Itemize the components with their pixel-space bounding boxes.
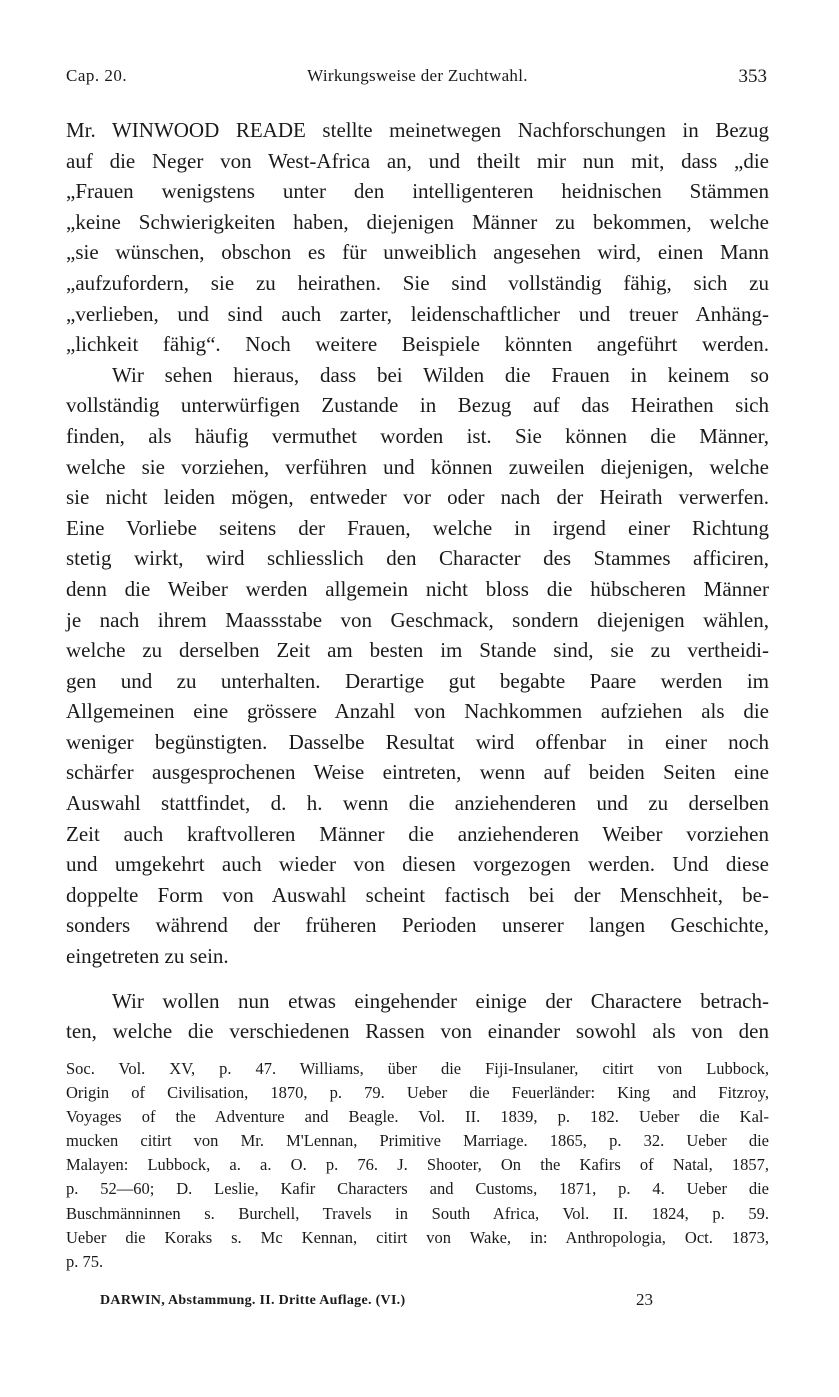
text-line: „Frauen wenigstens unter den intelligenteren heidnischen Stämmen (66, 179, 769, 204)
text-line: Zeit auch kraftvolleren Männer die anziehenderen Weiber vorziehen (66, 821, 769, 846)
text-line: „verlieben, und sind auch zarter, leidenschaftlicher und treuer Anhäng- (66, 301, 769, 326)
text-line: welche sie vorziehen, verführen und können zuweilen diejenigen, welche (66, 454, 769, 479)
text-line: schärfer ausgesprochenen Weise eintreten, wenn auf beiden Seiten eine (66, 760, 769, 785)
text-line: je nach ihrem Maassstabe von Geschmack, sondern diejenigen wählen, (66, 607, 769, 632)
text-line: vollständig unterwürfigen Zustande in Bezug auf das Heirathen sich (66, 393, 769, 418)
text-line: und umgekehrt auch wieder von diesen vorgezogen werden. Und diese (66, 852, 769, 877)
text-line: doppelte Form von Auswahl scheint factisch bei der Menschheit, be- (66, 882, 769, 907)
paragraph (66, 115, 769, 360)
paragraph (66, 360, 769, 972)
text-line: ten, welche die verschiedenen Rassen von einander sowohl als von den (66, 1019, 769, 1044)
text-line: Mr. WINWOOD READE stellte meinetwegen Nachforschungen in Bezug (66, 118, 769, 142)
text-line: welche zu derselben Zeit am besten im Stande sind, sie zu vertheidi- (66, 638, 769, 663)
text-line: Eine Vorliebe seitens der Frauen, welche in irgend einer Richtung (66, 515, 769, 540)
footnote-line: Buschmänninnen s. Burchell, Travels in South Africa, Vol. II. 1824, p. 59. (66, 1203, 769, 1223)
page-number: 353 (738, 66, 767, 87)
text-line: Allgemeinen eine grössere Anzahl von Nachkommen aufziehen als die (66, 699, 769, 724)
text-line: sie nicht leiden mögen, entweder vor oder nach der Heirath verwerfen. (66, 485, 769, 510)
running-title: Wirkungsweise der Zuchtwahl. (307, 66, 528, 85)
footnote-line: Ueber die Koraks s. Mc Kennan, citirt von Wake, in: Anthropologia, Oct. 1873, (66, 1227, 769, 1247)
footnotes (66, 1057, 769, 1274)
body-text (66, 115, 769, 1047)
text-line: finden, als häufig vermuthet worden ist. Sie können die Männer, (66, 423, 769, 448)
text-line: Wir sehen hieraus, dass bei Wilden die Frauen in keinem so (112, 362, 769, 387)
text-line: sonders während der früheren Perioden unserer langen Geschichte, (66, 913, 769, 938)
text-line: auf die Neger von West-Africa an, und theilt mir nun mit, dass „die (66, 148, 769, 173)
sheet-number: 23 (636, 1290, 653, 1309)
text-line: eingetreten zu sein. (66, 944, 229, 969)
paragraph (66, 986, 769, 1047)
text-line: weniger begünstigten. Dasselbe Resultat wird offenbar in einer noch (66, 729, 769, 754)
text-line: „aufzufordern, sie zu heirathen. Sie sind vollständig fähig, sich zu (66, 270, 769, 295)
footnote-line: Voyages of the Adventure and Beagle. Vol. II. 1839, p. 182. Ueber die Kal- (66, 1107, 769, 1127)
text-line: „lichkeit fähig“. Noch weitere Beispiele könnten angeführt werden. (66, 332, 769, 357)
text-line: „sie wünschen, obschon es für unweiblich angesehen wird, einen Mann (66, 240, 769, 265)
footnote-line: p. 75. (66, 1251, 104, 1271)
footnote-line: p. 52—60; D. Leslie, Kafir Characters and Customs, 1871, p. 4. Ueber die (66, 1179, 769, 1199)
running-header (66, 66, 769, 94)
chapter-label: Cap. 20. (66, 66, 128, 85)
footnote-line: Soc. Vol. XV, p. 47. Williams, über die Fiji-Insulaner, citirt von Lubbock, (66, 1059, 769, 1078)
text-line: „keine Schwierigkeiten haben, diejenigen Männer zu bekommen, welche (66, 209, 769, 234)
footnote-line: Malayen: Lubbock, a. a. O. p. 76. J. Shooter, On the Kafirs of Natal, 1857, (66, 1155, 769, 1175)
text-line: gen und zu unterhalten. Derartige gut begabte Paare werden im (66, 668, 769, 693)
footnote-line: mucken citirt von Mr. M'Lennan, Primitive Marriage. 1865, p. 32. Ueber die (66, 1131, 769, 1151)
text-line: denn die Weiber werden allgemein nicht bloss die hübscheren Männer (66, 576, 769, 601)
text-line: Auswahl stattfindet, d. h. wenn die anziehenderen und zu derselben (66, 791, 769, 816)
footnote-line: Origin of Civilisation, 1870, p. 79. Ueber die Feuerländer: King and Fitzroy, (66, 1083, 769, 1103)
text-line: stetig wirkt, wird schliesslich den Character des Stammes afficiren, (66, 546, 769, 571)
text-line: Wir wollen nun etwas eingehender einige der Charactere betrach- (112, 988, 769, 1013)
printer-signature: DARWIN, Abstammung. II. Dritte Auflage. (VI.) (100, 1293, 406, 1308)
